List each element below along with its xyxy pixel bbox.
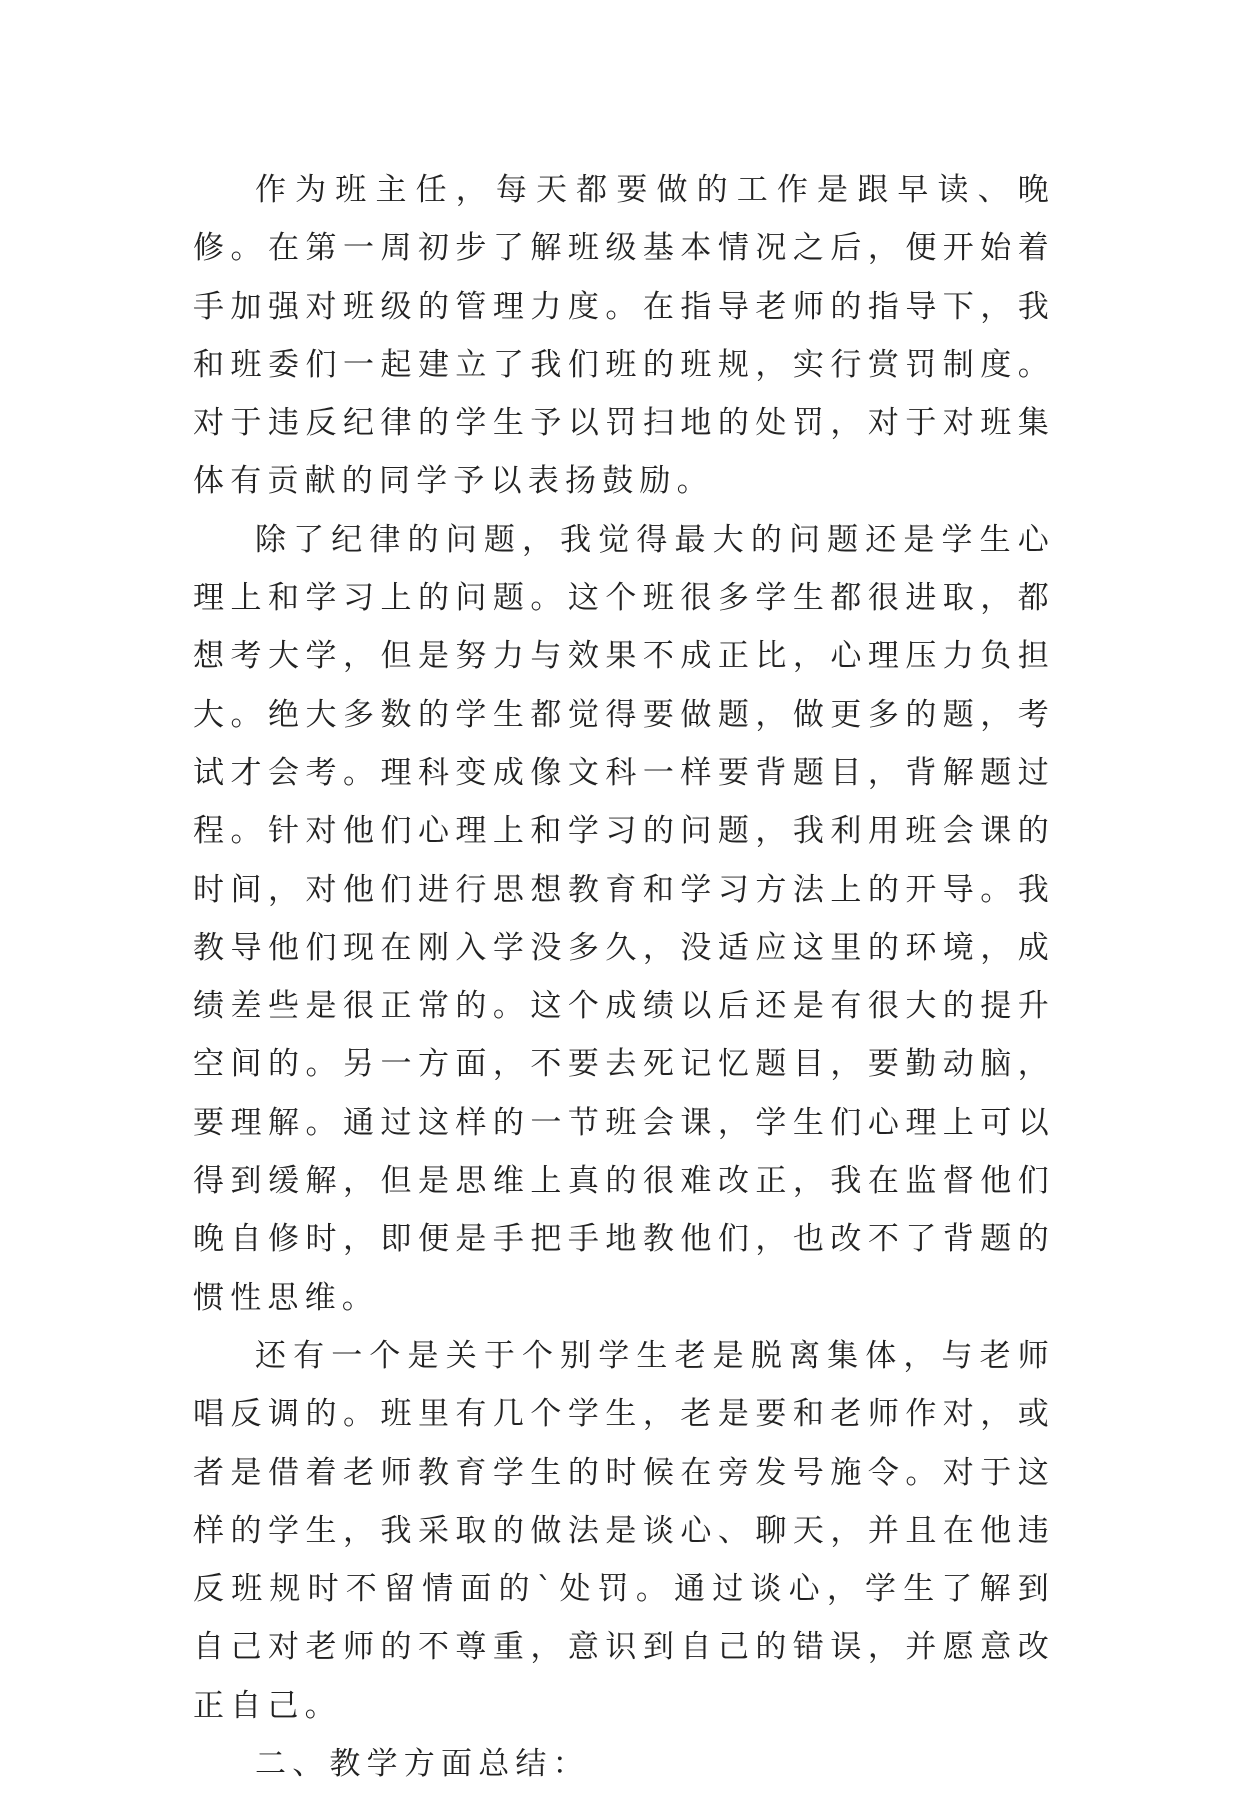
paragraph-student-psychology: 除了纪律的问题，我觉得最大的问题还是学生心理上和学习上的问题。这个班很多学生都很进取，都想考大学，但是努力与效果不成正比，心理压力负担大。绝大多数的学生都觉得要做题，做更多的题，考试才会考。理科变成像文科一样要背题目，背解题过程。针对他们心理上和学习的问题，我利用班会课的时间，对他们进行思想教育和学习方法上的开导。我教导他们现在刚入学没多久，没适应这里的环境，成绩差些是很正常的。这个成绩以后还是有很大的提升空间的。另一方面，不要去死记忆题目，要勤动脑，要理解。通过这样的一节班会课，学生们心理上可以得到缓解，但是思维上真的很难改正，我在监督他们晚自修时，即便是手把手地教他们，也改不了背题的惯性思维。 bbox=[193, 521, 1055, 1316]
document-body bbox=[193, 161, 1055, 1793]
section-heading-teaching-summary: 二、教学方面总结： bbox=[255, 1746, 590, 1783]
paragraph-class-management: 作为班主任，每天都要做的工作是跟早读、晚修。在第一周初步了解班级基本情况之后，便开始着手加强对班级的管理力度。在指导老师的指导下，我和班委们一起建立了我们班的班规，实行赏罚制度。对于违反纪律的学生予以罚扫地的处罚，对于对班集体有贡献的同学予以表扬鼓励。 bbox=[193, 172, 1055, 500]
paragraph-individual-students: 还有一个是关于个别学生老是脱离集体，与老师唱反调的。班里有几个学生，老是要和老师作对，或者是借着老师教育学生的时候在旁发号施令。对于这样的学生，我采取的做法是谈心、聊天，并且在他违反班规时不留情面的`处罚。通过谈心，学生了解到自己对老师的不尊重，意识到自己的错误，并愿意改正自己。 bbox=[193, 1337, 1055, 1724]
